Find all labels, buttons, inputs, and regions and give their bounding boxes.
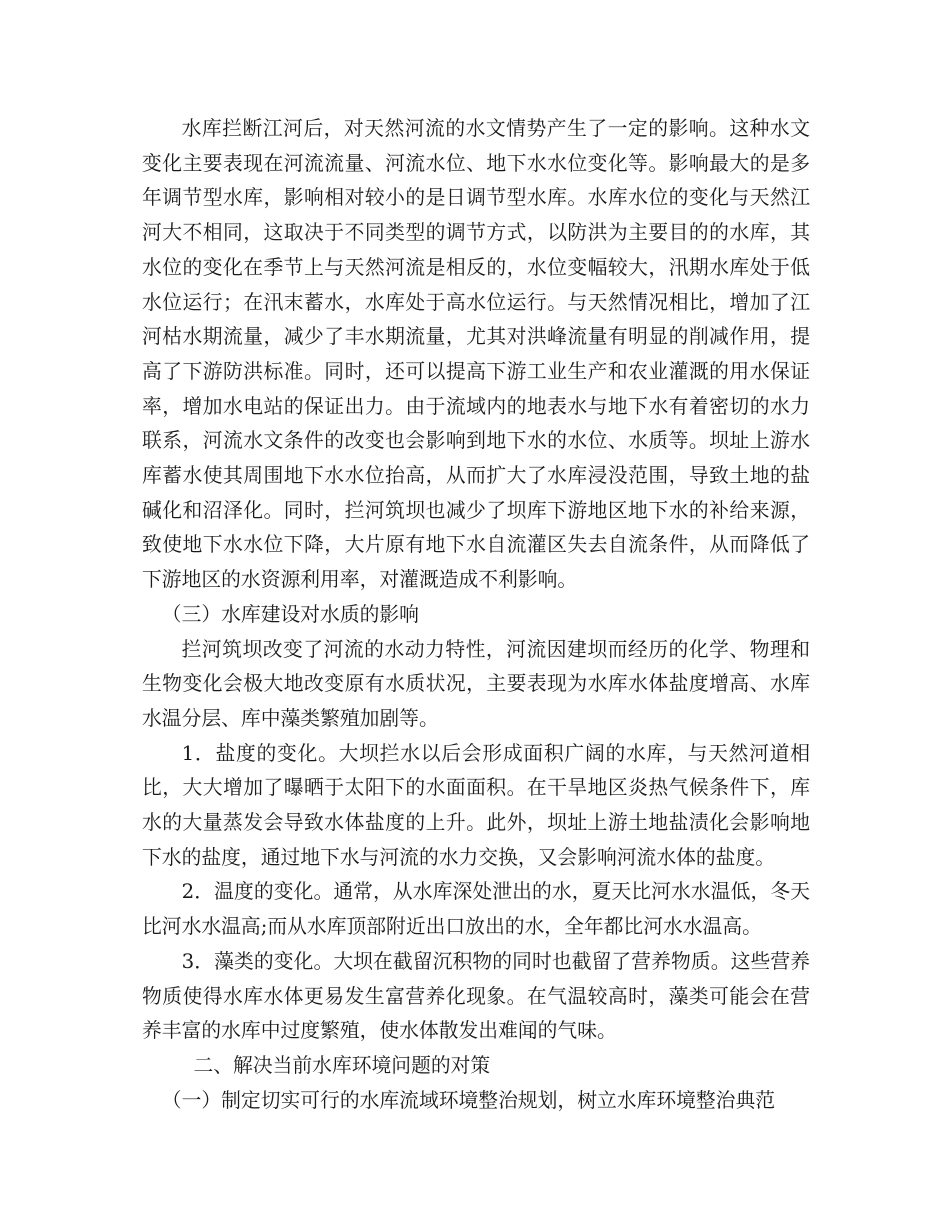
section-heading-countermeasures: 二、解决当前水库环境问题的对策: [193, 1053, 491, 1077]
paragraph-algae: 3．藻类的变化。大坝在截留沉积物的同时也截留了营养物质。这些营养物质使得水库水体更易发生富营养化现象。在气温较高时，藻类可能会在营养丰富的水库中过度繁殖，使水体散发出难闻的气味。: [142, 949, 810, 1043]
paragraph-hydrology: 水库拦断江河后，对天然河流的水文情势产生了一定的影响。这种水文变化主要表现在河流流量、河流水位、地下水水位变化等。影响最大的是多年调节型水库，影响相对较小的是日调节型水库。水库水位的变化与天然江河大不相同，这取决于不同类型的调节方式，以防洪为主要目的的水库，其水位的变化在季节上与天然河流是相反的，水位变幅较大，汛期水库处于低水位运行；在汛末蓄水，水库处于高水位运行。与天然情况相比，增加了江河枯水期流量，减少了丰水期流量，尤其对洪峰流量有明显的削减作用，提高了下游防洪标准。同时，还可以提高下游工业生产和农业灌溉的用水保证率，增加水电站的保证出力。由于流域内的地表水与地下水有着密切的水力联系，河流水文条件的改变也会影响到地下水的水位、水质等。坝址上游水库蓄水使其周围地下水水位抬高，从而扩大了水库浸没范围，导致土地的盐碱化和沼泽化。同时，拦河筑坝也减少了坝库下游地区地下水的补给来源，致使地下水水位下降，大片原有地下水自流灌区失去自流条件，从而降低了下游地区的水资源利用率，对灌溉造成不利影响。: [142, 117, 810, 592]
paragraph-water-quality-intro: 拦河筑坝改变了河流的水动力特性，河流因建坝而经历的化学、物理和生物变化会极大地改变原有水质状况，主要表现为水库水体盐度增高、水库水温分层、库中藻类繁殖加剧等。: [142, 637, 810, 730]
paragraph-salinity: 1．盐度的变化。大坝拦水以后会形成面积广阔的水库，与天然河道相比，大大增加了曝晒于太阳下的水面面积。在干旱地区炎热气候条件下，库水的大量蒸发会导致水体盐度的上升。此外，坝址上游土地盐渍化会影响地下水的盐度，通过地下水与河流的水力交换，又会影响河流水体的盐度。: [142, 741, 810, 869]
subsection-heading-planning: （一）制定切实可行的水库流域环境整治规划，树立水库环境整治典范: [161, 1088, 776, 1112]
paragraph-temperature: 2．温度的变化。通常，从水库深处泄出的水，夏天比河水水温低，冬天比河水水温高;而从水库顶部附近出口放出的水，全年都比河水水温高。: [142, 880, 810, 939]
document-body: [142, 112, 810, 1118]
section-heading-water-quality: （三）水库建设对水质的影响: [161, 602, 419, 626]
